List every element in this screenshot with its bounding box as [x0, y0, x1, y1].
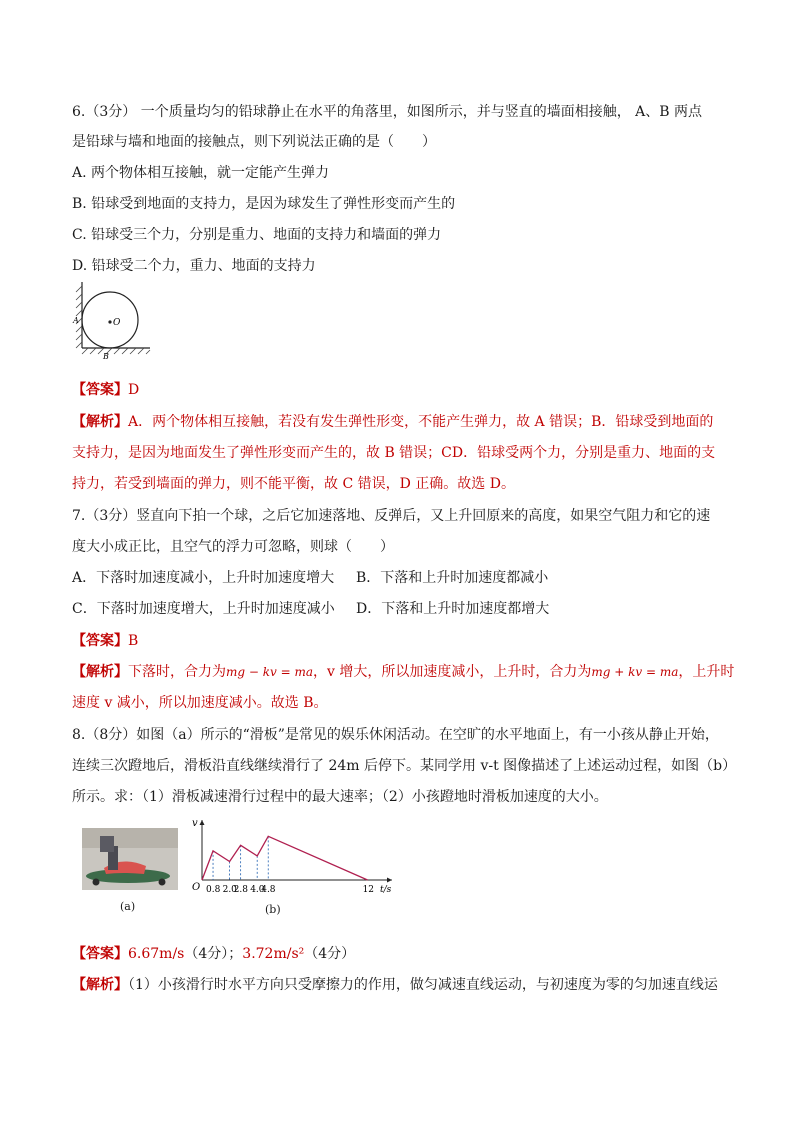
y-axis-label: v [192, 818, 198, 829]
q7-answer-value: B [128, 633, 139, 649]
q7-answer: 【答案】B [72, 633, 139, 649]
q6-stem-line-1: 6.（3分） 一个质量均匀的铅球静止在水平的角落里，如图所示，并与竖直的墙面相接触， A、B 两点 [72, 104, 703, 120]
tick-label: 0.8 [206, 885, 221, 895]
q8-analysis-line-1: 【解析】（1）小孩滑行时水平方向只受摩擦力的作用，做匀减速直线运动，与初速度为零的匀加速直线运 [72, 977, 718, 993]
origin-label: O [192, 882, 201, 893]
q6-answer: 【答案】D [72, 382, 140, 398]
q7-options-row-2 [72, 599, 724, 619]
q7-formula-1: mg − kv = ma [226, 665, 314, 679]
q8-stem-line-2: 连续三次蹬地后，滑板沿直线继续滑行了 24m 后停下。某同学用 v-t 图像描述了上述运动过程，如图（b） [72, 758, 737, 774]
caption-b: (b) [265, 903, 281, 916]
q8-answer-2: 3.72m/s² [242, 946, 305, 962]
caption-a: (a) [120, 900, 136, 913]
label-b: B [103, 352, 109, 360]
q7-stem-line-2: 度大小成正比，且空气的浮力可忽略，则球（ ） [72, 539, 394, 555]
label-o: O [113, 318, 121, 328]
q7-stem-line-1: 7.（3分）竖直向下拍一个球，之后它加速落地、反弹后，又上升回原来的高度，如果空气阻力和它的速 [72, 508, 711, 524]
q6-option-b: B. 铅球受到地面的支持力，是因为球发生了弹性形变而产生的 [72, 196, 456, 212]
q6-option-c: C. 铅球受三个力，分别是重力、地面的支持力和墙面的弹力 [72, 227, 442, 243]
tick-label: 4.8 [261, 885, 276, 895]
q8-stem-line-3: 所示。求：（1）滑板减速滑行过程中的最大速率；（2）小孩蹬地时滑板加速度的大小。 [72, 789, 608, 805]
q7-option-d: D．下落和上升时加速度都增大 [356, 601, 550, 617]
skateboard-photo [82, 828, 178, 890]
tick-label: 12 [362, 885, 375, 895]
q7-analysis-line-2: 速度 v 减小，所以加速度减小。故选 B。 [72, 695, 328, 711]
q8-answer-1: 6.67m/s [128, 946, 185, 962]
tick-label: 2.8 [233, 885, 248, 895]
q7-analysis-line-1: 【解析】下落时，合力为mg − kv = ma，v 增大，所以加速度减小，上升时，合力为mg + kv = ma，上升时 [72, 664, 735, 680]
q7-options-row-1 [72, 568, 724, 588]
tick-label: 2.0 [222, 885, 237, 895]
q6-analysis-line-2: 支持力，是因为地面发生了弹性形变而产生的，故 B 错误；CD．铅球受两个力，分别是重力、地面的支 [72, 445, 716, 461]
label-a: A [73, 316, 79, 325]
y-axis-arrow [200, 820, 205, 825]
q8-answer: 【答案】6.67m/s（4分）；3.72m/s²（4分） [72, 946, 356, 962]
x-axis-label: t/s [380, 885, 392, 895]
q8-stem-line-1: 8.（8分）如图（a）所示的“滑板”是常见的娱乐休闲活动。在空旷的水平地面上，有一小孩从静止开始， [72, 727, 719, 743]
q7-option-b: B．下落和上升时加速度都减小 [356, 570, 549, 586]
q6-analysis-line-3: 持力，若受到墙面的弹力，则不能平衡，故 C 错误，D 正确。故选 D。 [72, 476, 515, 492]
q6-stem-line-2: 是铅球与墙和地面的接触点，则下列说法正确的是（ ） [72, 134, 436, 150]
x-axis-arrow [387, 878, 392, 883]
q6-option-a: A. 两个物体相互接触，就一定能产生弹力 [72, 165, 330, 181]
velocity-line [202, 836, 368, 880]
q7-formula-2: mg + kv = ma [591, 665, 679, 679]
q6-ball-figure [70, 280, 154, 360]
q6-analysis-line-1: 【解析】A．两个物体相互接触，若没有发生弹性形变，不能产生弹力，故 A 错误；B．铅球受到地面的 [72, 414, 714, 430]
q7-option-c: C．下落时加速度增大，上升时加速度减小 [72, 601, 335, 617]
q7-option-a: A．下落时加速度减小，上升时加速度增大 [72, 570, 335, 586]
q6-option-d: D. 铅球受二个力，重力、地面的支持力 [72, 258, 316, 274]
lead-ball [82, 292, 138, 348]
tick-label: 4.0 [250, 885, 265, 895]
vt-graph [180, 816, 400, 896]
q6-answer-value: D [128, 382, 140, 398]
